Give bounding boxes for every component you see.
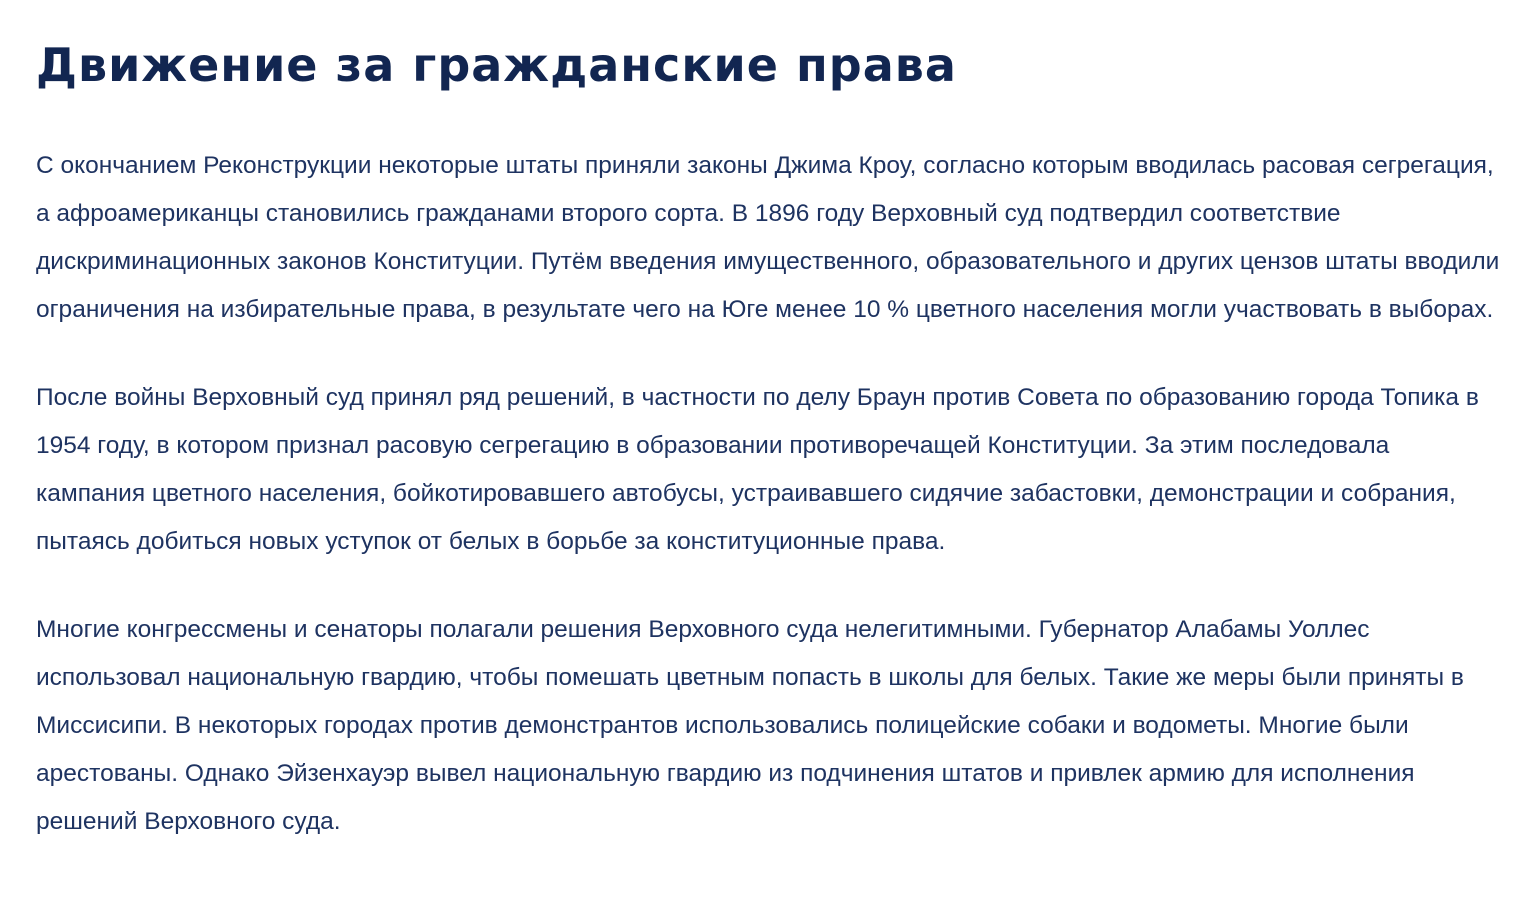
- article-paragraph-1: С окончанием Реконструкции некоторые штаты приняли законы Джима Кроу, согласно которым вводилась расовая сегрегация, а афроамериканцы становились гражданами второго сорта. В 1896 году Верховный суд подтвердил соответствие дискриминационных законов Конституции. Путём введения имущественного, образовательного и других цензов штаты вводили ограничения на избирательные права, в результате чего на Юге менее 10 % цветного населения могли участвовать в выборах.: [36, 152, 1500, 323]
- article-paragraph-3: Многие конгрессмены и сенаторы полагали решения Верховного суда нелегитимными. Губернатор Алабамы Уоллес использовал национальную гвардию, чтобы помешать цветным попасть в школы для белых. Такие же меры были приняты в Миссисипи. В некоторых городах против демонстрантов использовались полицейские собаки и водометы. Многие были арестованы. Однако Эйзенхауэр вывел национальную гвардию из подчинения штатов и привлек армию для исполнения решений Верховного суда.: [36, 616, 1464, 835]
- article-paragraph-2: После войны Верховный суд принял ряд решений, в частности по делу Браун против Совета по образованию города Топика в 1954 году, в котором признал расовую сегрегацию в образовании противоречащей Конституции. За этим последовала кампания цветного населения, бойкотировавшего автобусы, устраивавшего сидячие забастовки, демонстрации и собрания, пытаясь добиться новых уступок от белых в борьбе за конституционные права.: [36, 384, 1479, 555]
- article-title: Движение за гражданские права: [36, 38, 957, 92]
